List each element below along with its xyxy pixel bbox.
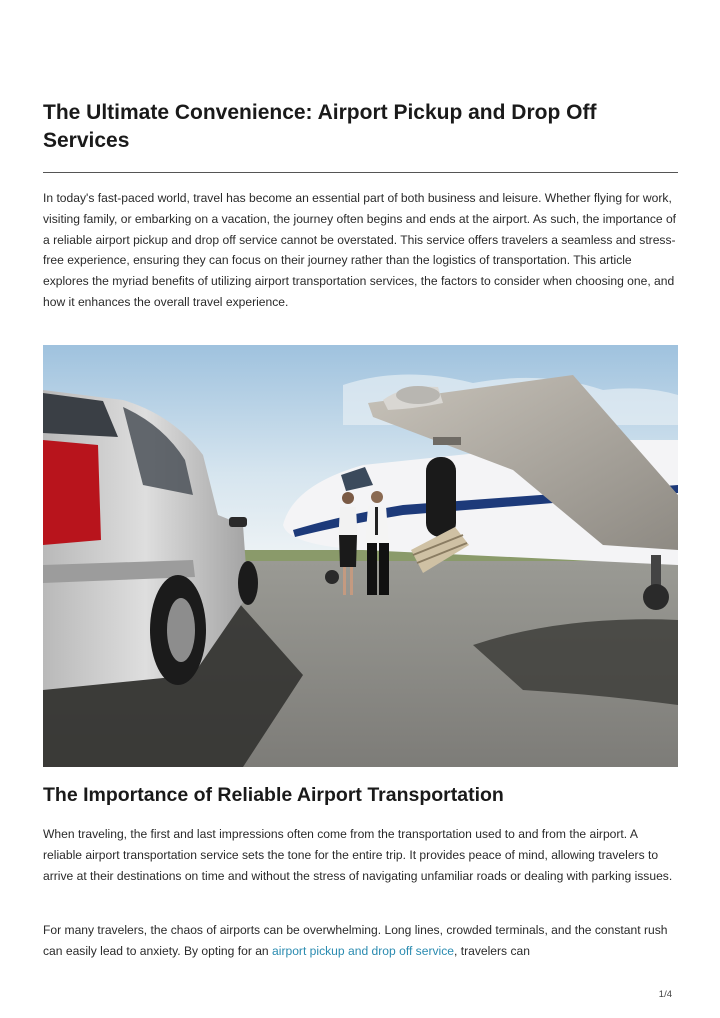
- paragraph-text-before-link: For many travelers, the chaos of airports can be overwhelming. Long lines, crowded terminals, and the constant rush can easily lead to anxiety. By opting for an: [43, 923, 668, 958]
- hero-image-limousine-and-jet: [43, 345, 678, 767]
- section-paragraph-1: When traveling, the first and last impressions often come from the transportation used to and from the airport. A reliable airport transportation service sets the tone for the entire trip. It provides peace of mind, allowing travelers to arrive at their destinations on time and without the stress of navigating unfamiliar roads or dealing with parking issues.: [43, 827, 673, 883]
- paragraph-text-after-link: , travelers can: [454, 943, 530, 958]
- title-divider: [43, 172, 678, 173]
- document-title: The Ultimate Convenience: Airport Pickup and Drop Off Services: [43, 101, 597, 152]
- section-heading: The Importance of Reliable Airport Transportation: [43, 784, 504, 806]
- page-number: 1/4: [658, 989, 672, 1000]
- airport-service-link[interactable]: airport pickup and drop off service: [272, 943, 454, 958]
- section-paragraph-2: [43, 920, 679, 962]
- intro-paragraph: In today's fast-paced world, travel has become an essential part of both business and leisure. Whether flying for work, visiting family, or embarking on a vacation, the journey often begins and ends at the airport. As such, the importance of a reliable airport pickup and drop off service cannot be overstated. This service offers travelers a seamless and stress-free experience, ensuring they can focus on their journey rather than the logistics of transportation. This article explores the myriad benefits of utilizing airport transportation services, the factors to consider when choosing one, and how it enhances the overall travel experience.: [43, 191, 677, 309]
